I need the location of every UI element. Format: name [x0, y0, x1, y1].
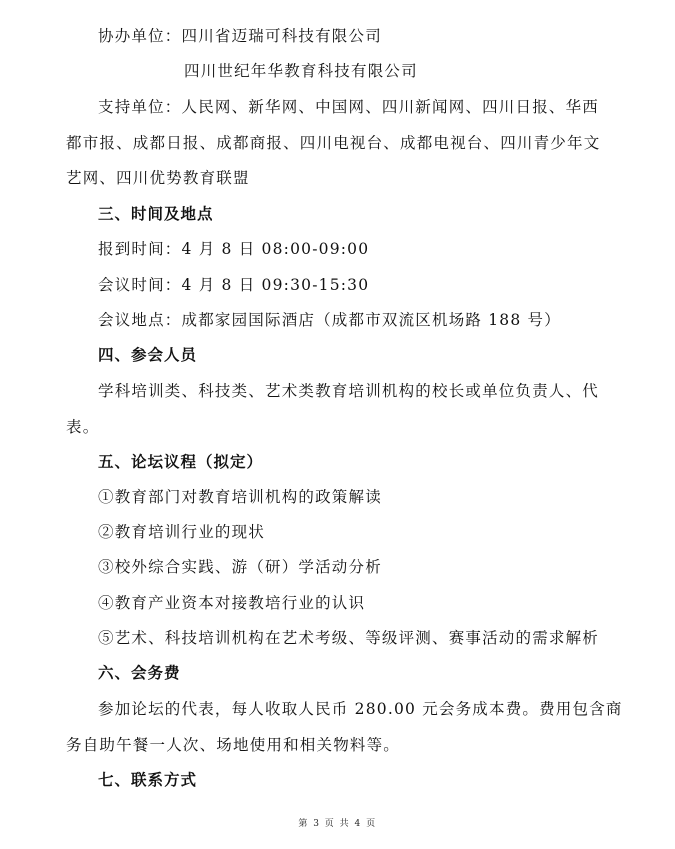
fees-line-2: 务自助午餐一人次、场地使用和相关物料等。 [66, 736, 401, 754]
meeting-location-line: 会议地点：成都家园国际酒店（成都市双流区机场路 188 号） [98, 311, 561, 329]
fees-line-1: 参加论坛的代表，每人收取人民币 280.00 元会务成本费。费用包含商 [98, 700, 623, 718]
supporter-line-3: 艺网、四川优势教育联盟 [66, 169, 250, 187]
co-organizer-line: 协办单位：四川省迈瑞可科技有限公司 [98, 27, 382, 45]
checkin-time-line: 报到时间：4 月 8 日 08:00-09:00 [98, 240, 370, 258]
section-heading-time-location: 三、时间及地点 [98, 205, 214, 223]
co-organizer-line-2: 四川世纪年华教育科技有限公司 [184, 62, 418, 80]
section-heading-agenda: 五、论坛议程（拟定） [98, 453, 264, 471]
supporter-line-1: 支持单位：人民网、新华网、中国网、四川新闻网、四川日报、华西 [98, 98, 600, 116]
section-heading-contact: 七、联系方式 [98, 771, 198, 789]
agenda-item-4: ④教育产业资本对接教培行业的认识 [98, 594, 366, 612]
attendees-line-1: 学科培训类、科技类、艺术类教育培训机构的校长或单位负责人、代 [98, 382, 600, 400]
agenda-item-5: ⑤艺术、科技培训机构在艺术考级、等级评测、赛事活动的需求解析 [98, 629, 600, 647]
agenda-item-3: ③校外综合实践、游（研）学活动分析 [98, 558, 382, 576]
page-number-footer: 第 3 页 共 4 页 [298, 819, 377, 829]
attendees-line-2: 表。 [66, 418, 100, 436]
agenda-item-2: ②教育培训行业的现状 [98, 523, 266, 541]
agenda-item-1: ①教育部门对教育培训机构的政策解读 [98, 488, 382, 506]
section-heading-fees: 六、会务费 [98, 664, 181, 682]
supporter-line-2: 都市报、成都日报、成都商报、四川电视台、成都电视台、四川青少年文 [66, 134, 601, 152]
meeting-time-line: 会议时间：4 月 8 日 09:30-15:30 [98, 276, 370, 294]
section-heading-attendees: 四、参会人员 [98, 346, 198, 364]
